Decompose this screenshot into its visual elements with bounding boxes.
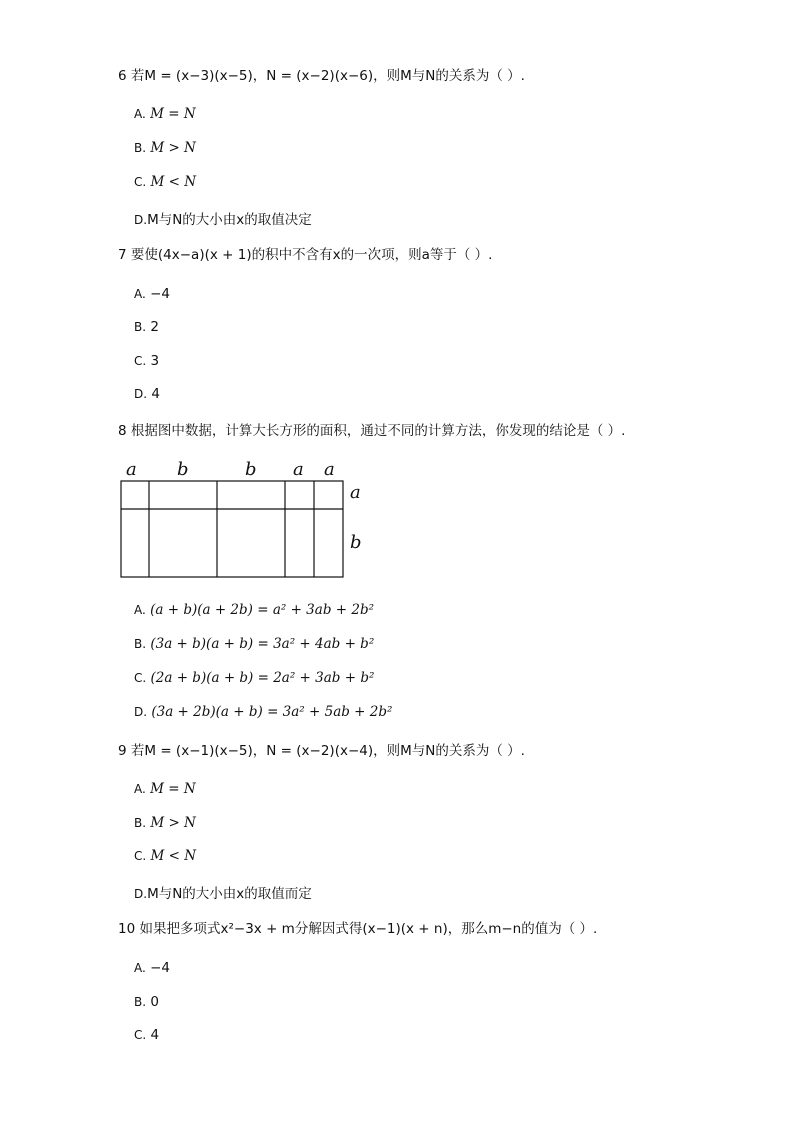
option-label: D. xyxy=(134,387,148,401)
option-text: (3a + 2b)(a + b) = 3a² + 5ab + 2b² xyxy=(151,704,393,720)
option-text: M = N xyxy=(150,781,196,797)
option-label: A. xyxy=(134,287,146,301)
option-9b[interactable] xyxy=(134,815,196,831)
option-9d[interactable] xyxy=(134,882,312,902)
option-6c[interactable] xyxy=(134,174,196,190)
question-text: 若M = (x−1)(x−5)，N = (x−2)(x−4)，则M与N的关系为（ ）. xyxy=(130,743,525,759)
option-10b[interactable] xyxy=(134,994,159,1010)
option-text: 4 xyxy=(150,1027,160,1043)
option-label: D. xyxy=(134,213,148,227)
option-7a[interactable] xyxy=(134,286,170,302)
option-text: (a + b)(a + 2b) = a² + 3ab + 2b² xyxy=(150,602,374,618)
side-label: a xyxy=(350,482,361,503)
option-text: (2a + b)(a + b) = 2a² + 3ab + b² xyxy=(150,670,375,686)
option-6a[interactable] xyxy=(134,106,196,122)
top-label: a xyxy=(293,459,304,480)
option-9c[interactable] xyxy=(134,848,196,864)
option-label: C. xyxy=(134,354,147,368)
top-label: a xyxy=(126,459,137,480)
option-label: A. xyxy=(134,782,146,796)
option-label: B. xyxy=(134,995,147,1009)
option-text: M与N的大小由x的取值而定 xyxy=(147,886,312,902)
question-8 xyxy=(118,419,625,439)
option-label: B. xyxy=(134,141,147,155)
question-7 xyxy=(118,243,492,263)
option-label: B. xyxy=(134,637,147,651)
option-label: C. xyxy=(134,849,147,863)
option-text: M > N xyxy=(150,815,196,831)
option-8c[interactable] xyxy=(134,670,374,686)
option-text: M < N xyxy=(150,848,197,864)
option-8d[interactable] xyxy=(134,704,392,720)
option-6b[interactable] xyxy=(134,140,196,156)
question-6 xyxy=(118,64,525,84)
question-number: 8 xyxy=(118,423,127,439)
option-10a[interactable] xyxy=(134,960,170,976)
question-9 xyxy=(118,739,525,759)
question-number: 9 xyxy=(118,743,127,759)
top-label: a xyxy=(324,459,335,480)
option-text: M > N xyxy=(150,140,196,156)
option-label: A. xyxy=(134,961,146,975)
top-label: b xyxy=(245,459,257,480)
option-label: D. xyxy=(134,705,148,719)
option-6d[interactable] xyxy=(134,208,312,228)
option-label: C. xyxy=(134,175,147,189)
question-number: 6 xyxy=(118,68,127,84)
option-label: A. xyxy=(134,603,146,617)
option-text: M与N的大小由x的取值决定 xyxy=(147,212,312,228)
option-label: A. xyxy=(134,107,146,121)
question-text: 根据图中数据，计算大长方形的面积，通过不同的计算方法，你发现的结论是（ ）. xyxy=(130,423,626,439)
option-9a[interactable] xyxy=(134,781,196,797)
option-text: −4 xyxy=(150,960,171,976)
option-text: 4 xyxy=(151,386,160,402)
question-number: 7 xyxy=(118,247,127,263)
option-label: C. xyxy=(134,1028,147,1042)
option-label: B. xyxy=(134,816,147,830)
option-7b[interactable] xyxy=(134,319,159,335)
option-text: (3a + b)(a + b) = 3a² + 4ab + b² xyxy=(150,636,375,652)
question-text: 如果把多项式x²−3x + m分解因式得(x−1)(x + n)，那么m−n的值为（ ）. xyxy=(139,921,598,937)
question-text: 要使(4x−a)(x + 1)的积中不含有x的一次项，则a等于（ ）. xyxy=(130,247,493,263)
option-10c[interactable] xyxy=(134,1027,159,1043)
option-7d[interactable] xyxy=(134,386,160,402)
option-8b[interactable] xyxy=(134,636,374,652)
question-text: 若M = (x−3)(x−5)，N = (x−2)(x−6)，则M与N的关系为（ ）. xyxy=(130,68,525,84)
option-8a[interactable] xyxy=(134,602,374,618)
top-label: b xyxy=(177,459,189,480)
question-number: 10 xyxy=(118,921,136,937)
option-label: B. xyxy=(134,320,147,334)
option-7c[interactable] xyxy=(134,353,159,369)
option-text: 0 xyxy=(150,994,159,1010)
option-label: D. xyxy=(134,887,148,901)
outer-rectangle xyxy=(121,481,343,577)
option-text: 2 xyxy=(150,319,159,335)
side-label: b xyxy=(350,532,362,553)
question-10 xyxy=(118,917,597,937)
rectangle-figure xyxy=(120,458,370,583)
option-text: 3 xyxy=(150,353,160,369)
option-label: C. xyxy=(134,671,147,685)
option-text: M = N xyxy=(150,106,196,122)
option-text: −4 xyxy=(150,286,171,302)
option-text: M < N xyxy=(150,174,197,190)
